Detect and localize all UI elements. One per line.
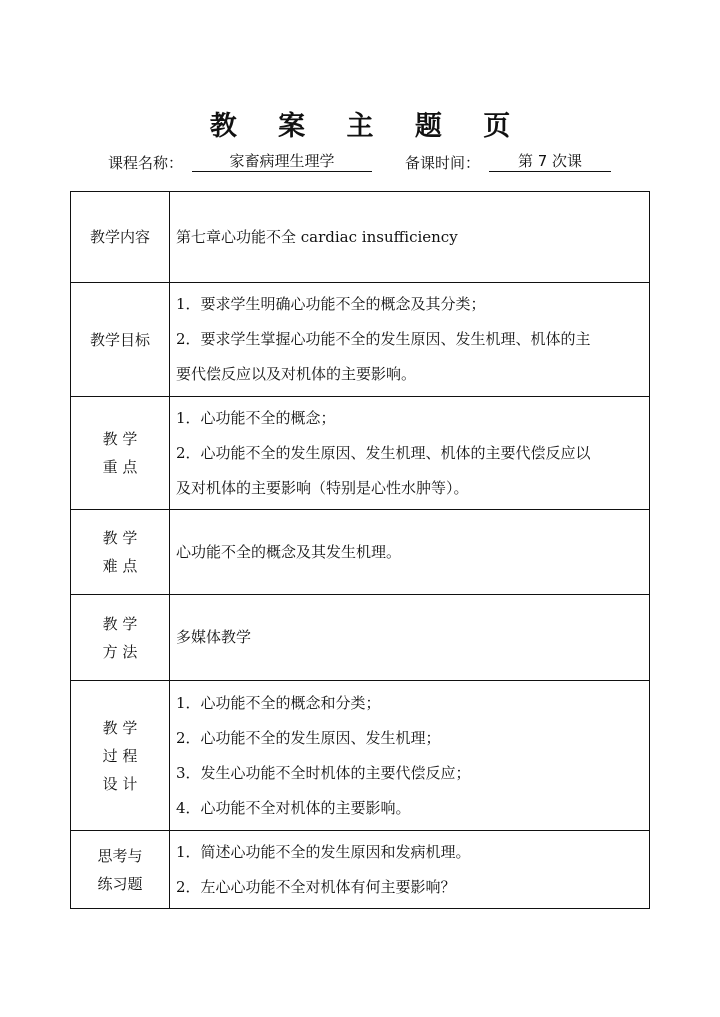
row-content: 1．要求学生明确心功能不全的概念及其分类； 2．要求学生掌握心功能不全的发生原因、发生机理、机体的主 要代偿反应以及对机体的主要影响。 — [170, 283, 650, 397]
lesson-table — [70, 191, 650, 909]
prep-time-label: 备课时间： — [405, 154, 481, 172]
row-label: 思考与 练习题 — [71, 831, 170, 909]
row-label: 教 学 过 程 设 计 — [71, 681, 170, 831]
course-name-label: 课程名称： — [108, 154, 184, 172]
row-content: 1．简述心功能不全的发生原因和发病机理。 2．左心心功能不全对机体有何主要影响？ — [170, 831, 650, 909]
table-row — [71, 283, 650, 397]
row-content: 1．心功能不全的概念和分类； 2．心功能不全的发生原因、发生机理； 3．发生心功能不全时机体的主要代偿反应； 4．心功能不全对机体的主要影响。 — [170, 681, 650, 831]
table-row — [71, 397, 650, 510]
row-label: 教 学 方 法 — [71, 595, 170, 681]
row-content: 多媒体教学 — [170, 595, 650, 681]
table-row — [71, 681, 650, 831]
row-content: 第七章心功能不全 cardiac insufficiency — [170, 192, 650, 283]
prep-time-value: 第 7 次课 — [489, 152, 611, 172]
row-content: 1．心功能不全的概念； 2．心功能不全的发生原因、发生机理、机体的主要代偿反应以 及对机体的主要影响（特别是心性水肿等）。 — [170, 397, 650, 510]
table-row — [71, 595, 650, 681]
table-row — [71, 831, 650, 909]
row-label: 教 学 重 点 — [71, 397, 170, 510]
course-name-value: 家畜病理生理学 — [192, 152, 372, 172]
table-row — [71, 192, 650, 283]
row-content: 心功能不全的概念及其发生机理。 — [170, 510, 650, 595]
row-label: 教学内容 — [71, 192, 170, 283]
row-label: 教 学 难 点 — [71, 510, 170, 595]
table-row — [71, 510, 650, 595]
page-title: 教 案 主 题 页 — [209, 111, 527, 142]
row-label: 教学目标 — [71, 283, 170, 397]
